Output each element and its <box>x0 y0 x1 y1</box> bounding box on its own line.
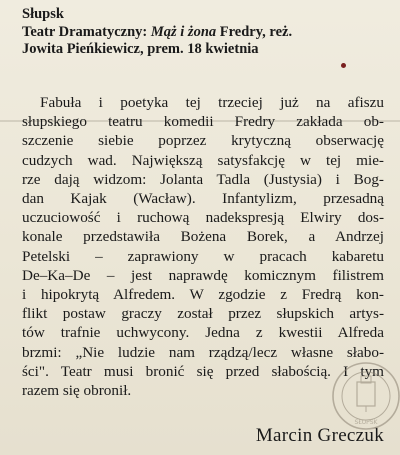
article-line: uczuciowość i ruchową nadekspresją Elwiry dos- <box>22 209 384 227</box>
header-play-line <box>22 24 386 42</box>
article-line: Petelski – zaprawiony w pracach kabaretu <box>22 247 384 265</box>
article-line: słupskiego teatru komedii Fredry zakłada ob- <box>22 113 384 131</box>
article-line: tów trafnie uchwycony. Jedna z kwestii Alfreda <box>22 324 384 342</box>
article-line: szczenie siebie poprzez krytyczną obserwację <box>22 132 384 150</box>
article-line: brzmi: „Nie ludzie nam rządzą/lecz własne słabo- <box>22 343 384 361</box>
header-theatre: Teatr Dramatyczny: <box>22 23 151 40</box>
article-line: De–Ka–De – jest naprawdę komicznym filistrem <box>22 266 384 284</box>
article-header <box>22 6 386 59</box>
article-line: konale przedstawiła Bożena Borek, a Andrzej <box>22 228 384 246</box>
article-line: i hipokrytą Alfredem. W zgodzie z Fredrą kon- <box>22 286 384 304</box>
header-premiere-line: Jowita Pieńkiewicz, prem. 18 kwietnia <box>22 41 259 57</box>
article-line: cudzych wad. Największą satysfakcję w tej mie- <box>22 151 384 169</box>
header-play-title: Mąż i żona <box>150 23 217 40</box>
library-stamp-icon <box>330 360 400 432</box>
article-body <box>22 93 384 400</box>
article-line: rze dają widzom: Jolanta Tadla (Justysia) i Bog- <box>22 170 384 188</box>
article-line: Fabuła i poetyka tej trzeciej już na afiszu <box>40 94 384 111</box>
article-line: ści". Teatr musi bronić się przed słabością. I tym <box>22 362 384 380</box>
header-author-director: Fredry, reż. <box>216 23 293 40</box>
article-line: dan Kajak (Wacław). Infantylizm, przesadną <box>22 190 384 208</box>
stamp-text: SŁUPSK <box>354 419 378 426</box>
article-line: flikt postaw graczy został przez słupskich artys- <box>22 305 384 323</box>
ink-dot <box>341 63 346 68</box>
article-line: razem się obronił. <box>22 382 132 400</box>
header-city: Słupsk <box>22 6 64 22</box>
author-signature: Marcin Greczuk <box>255 425 384 446</box>
